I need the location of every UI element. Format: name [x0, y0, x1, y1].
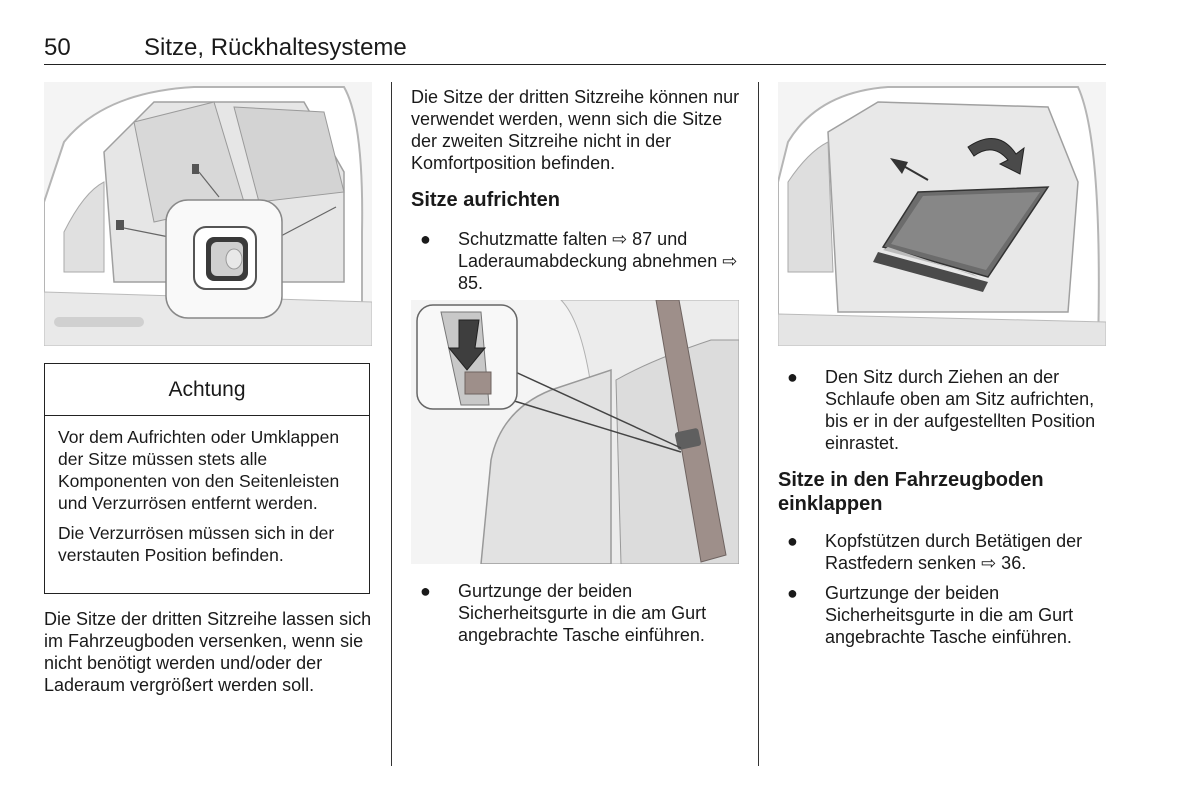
bullet-icon: ● — [787, 583, 798, 603]
column-divider — [391, 82, 392, 766]
warning-paragraph: Die Verzurrösen müssen sich in der verstauten Position befinden. — [58, 523, 335, 565]
list-item-text: Kopfstützen durch Betätigen der Rastfedern senken ⇨ 36. — [825, 531, 1083, 573]
list-item — [787, 530, 1107, 574]
warning-body — [45, 416, 369, 566]
warning-title: Achtung — [45, 364, 369, 416]
warning-box — [44, 363, 370, 594]
bullet-icon: ● — [420, 229, 431, 249]
page-number: 50 — [44, 34, 71, 61]
page-header — [44, 34, 1106, 65]
list-item — [787, 582, 1107, 648]
bullet-icon: ● — [420, 581, 431, 601]
lashing-eye-illustration — [44, 82, 372, 346]
list-item-text: Den Sitz durch Ziehen an der Schlaufe oben am Sitz aufrichten, bis er in der aufgestellten Position einrastet. — [825, 367, 1096, 453]
section-heading: Sitze in den Fahrzeugboden einklappen — [778, 469, 1044, 515]
list-item-text: Gurtzunge der beiden Sicherheitsgurte in die am Gurt angebrachte Tasche einführen. — [458, 581, 707, 645]
list-item — [420, 228, 742, 294]
list-item-text: Gurtzunge der beiden Sicherheitsgurte in die am Gurt angebrachte Tasche einführen. — [825, 583, 1074, 647]
list-item-text: Schutzmatte falten ⇨ 87 und Laderaumabdeckung abnehmen ⇨ 85. — [458, 229, 738, 293]
body-paragraph: Die Sitze der dritten Sitzreihe lassen sich im Fahrzeugboden versenken, wenn sie nicht benötigt werden und/oder der Laderaum vergrößert werden soll. — [44, 609, 372, 695]
seat-raise-illustration — [778, 82, 1106, 346]
column-divider — [758, 82, 759, 766]
section-heading: Sitze aufrichten — [411, 189, 560, 211]
warning-paragraph: Vor dem Aufrichten oder Umklappen der Sitze müssen stets alle Komponenten von den Seitenleisten und Verzurrösen entfernt werden. — [58, 427, 340, 513]
body-paragraph: Die Sitze der dritten Sitzreihe können nur verwendet werden, wenn sich die Sitze der zweiten Sitzreihe nicht in der Komfortposition befinden. — [411, 87, 740, 173]
bullet-icon: ● — [787, 367, 798, 387]
list-item — [787, 366, 1107, 454]
bullet-icon: ● — [787, 531, 798, 551]
chapter-title: Sitze, Rückhaltesysteme — [144, 34, 407, 61]
seatbelt-pocket-illustration — [411, 300, 739, 564]
list-item — [420, 580, 742, 646]
